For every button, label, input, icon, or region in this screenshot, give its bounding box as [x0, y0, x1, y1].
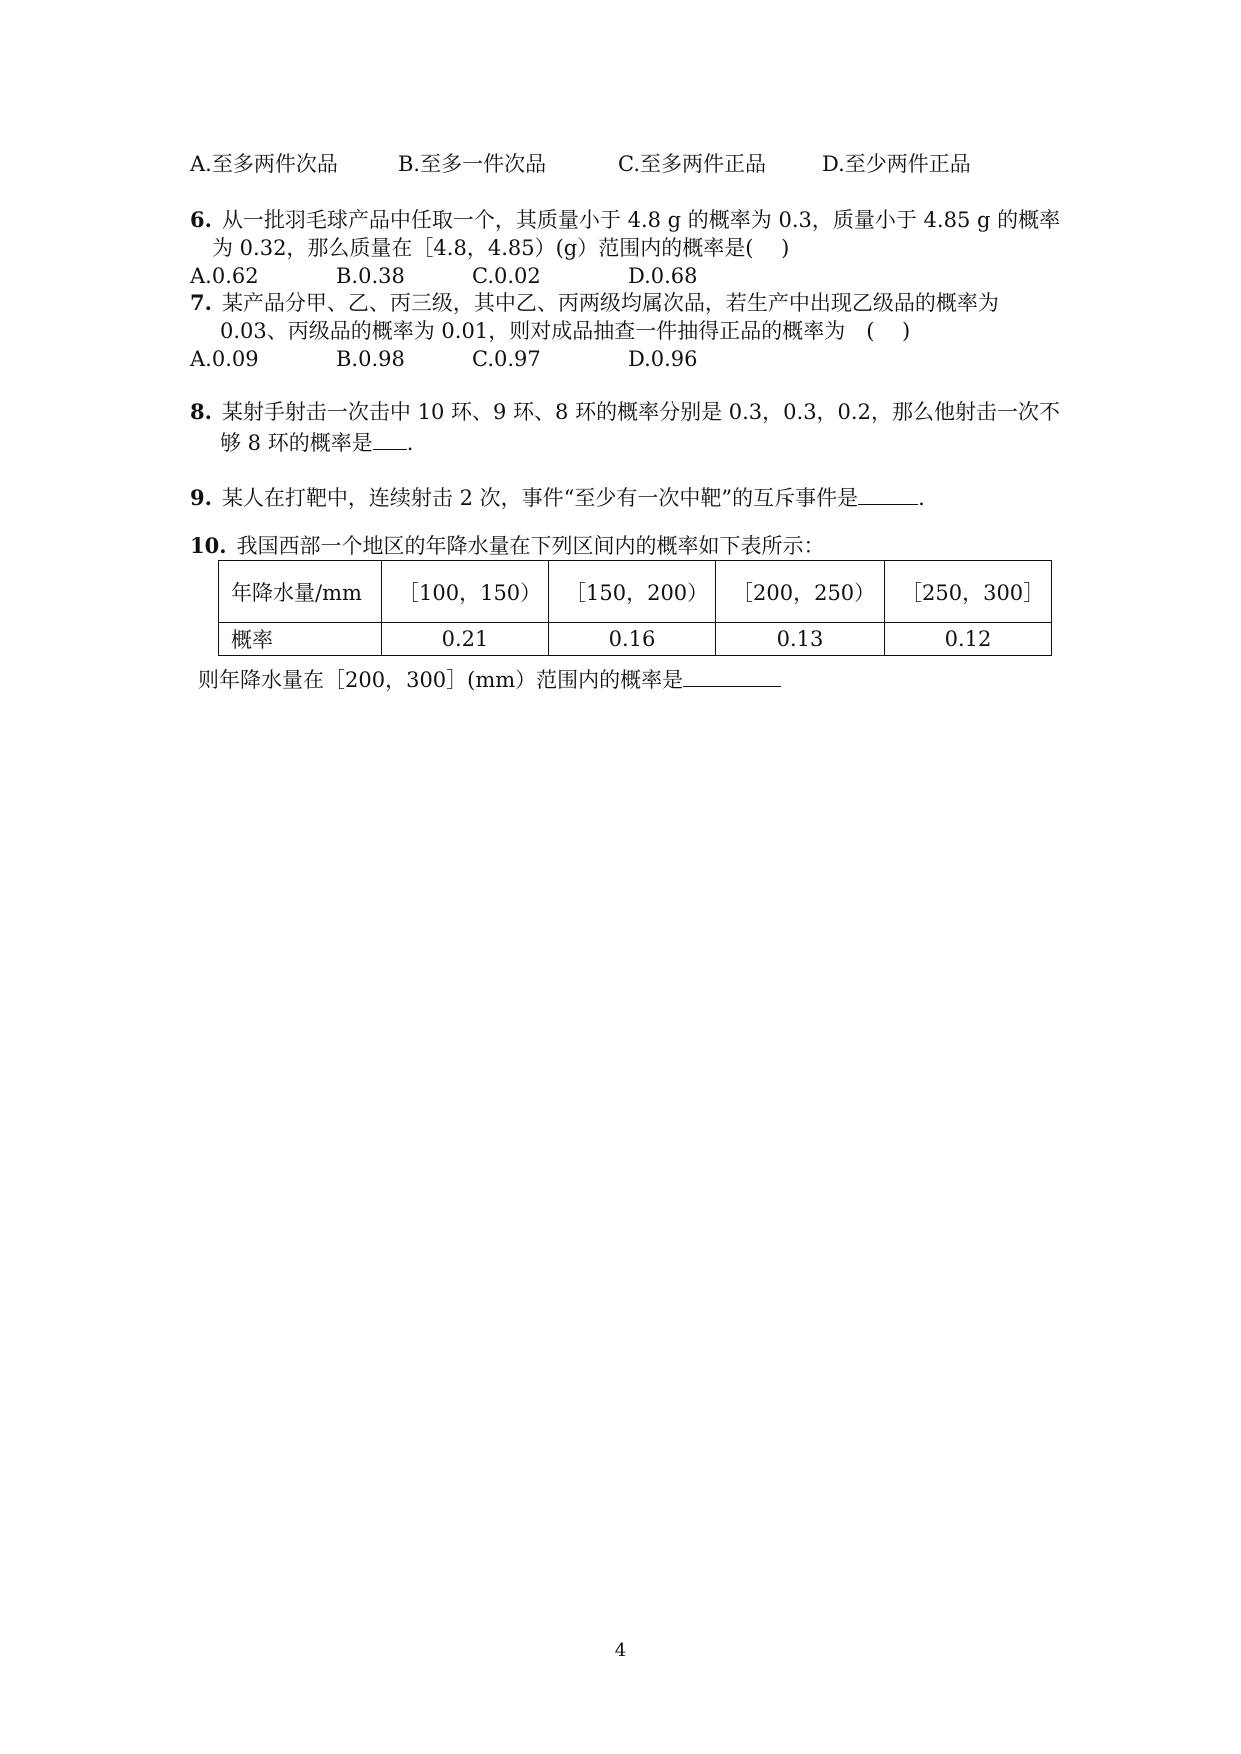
table-header-row	[219, 561, 1052, 623]
q8-text-1: 某射手射击一次击中 10 环、9 环、8 环的概率分别是 0.3，0.3，0.2，那么他射击一次不	[221, 400, 1060, 424]
q8-answer-blank[interactable]	[373, 427, 407, 450]
q6-line-2: 为 0.32，那么质量在［4.8，4.85）(g）范围内的概率是( )	[212, 236, 790, 260]
table-value-cell: 0.13	[716, 623, 885, 656]
q6-option-b: B.0.38	[336, 264, 405, 288]
table-value-cell: 0.12	[885, 623, 1052, 656]
q9-text: 某人在打靶中，连续射击 2 次，事件“至少有一次中靶”的互斥事件是	[221, 486, 859, 510]
q8-line-2	[220, 427, 413, 457]
page-number: 4	[614, 1640, 627, 1661]
table-range-cell: ［250，300］	[885, 561, 1052, 623]
q10-question-line	[198, 664, 781, 694]
q5-option-d: D.至少两件正品	[822, 152, 971, 176]
q9-period: .	[918, 486, 925, 510]
table-header-label: 年降水量/mm	[219, 561, 382, 623]
q7-line-1	[190, 289, 999, 317]
q7-option-c: C.0.97	[472, 347, 541, 371]
q7-option-a: A.0.09	[190, 347, 259, 371]
q8-number: 8.	[190, 399, 212, 424]
q6-number: 6.	[190, 207, 212, 232]
q10-number: 10.	[190, 533, 227, 558]
table-value-cell: 0.21	[382, 623, 549, 656]
q10-intro: 我国西部一个地区的年降水量在下列区间内的概率如下表所示：	[236, 534, 825, 558]
q10-question: 则年降水量在［200，300］(mm）范围内的概率是	[198, 668, 684, 692]
q6-option-d: D.0.68	[628, 264, 698, 288]
q9-number: 9.	[190, 485, 212, 510]
q5-options	[190, 150, 1090, 178]
q6-option-c: C.0.02	[472, 264, 541, 288]
q6-option-a: A.0.62	[190, 264, 259, 288]
q7-option-b: B.0.98	[336, 347, 405, 371]
table-range-cell: ［100，150）	[382, 561, 549, 623]
q10-answer-blank[interactable]	[683, 664, 781, 687]
q10-intro-line	[190, 532, 825, 560]
q8-line-1	[190, 398, 1060, 426]
q5-option-a: A.至多两件次品	[190, 152, 338, 176]
q6-options	[190, 262, 1090, 290]
rainfall-table	[218, 560, 1052, 656]
table-range-cell: ［150，200）	[549, 561, 716, 623]
q9-answer-blank[interactable]	[858, 482, 918, 505]
q7-options	[190, 345, 1090, 373]
q7-line-2: 0.03、丙级品的概率为 0.01，则对成品抽查一件抽得正品的概率为 ( )	[220, 319, 911, 343]
q9-line	[190, 482, 925, 512]
q5-option-b: B.至多一件次品	[398, 152, 547, 176]
q7-number: 7.	[190, 290, 212, 315]
table-row-label: 概率	[219, 623, 382, 656]
table-value-cell: 0.16	[549, 623, 716, 656]
q7-text-1: 某产品分甲、乙、丙三级，其中乙、丙两级均属次品，若生产中出现乙级品的概率为	[221, 291, 999, 315]
table-range-cell: ［200，250）	[716, 561, 885, 623]
table-value-row	[219, 623, 1052, 656]
q7-option-d: D.0.96	[628, 347, 698, 371]
q8-text-2: 够 8 环的概率是	[220, 431, 373, 455]
q8-period: .	[406, 431, 414, 455]
q5-option-c: C.至多两件正品	[618, 152, 766, 176]
q6-line-1	[190, 206, 1060, 234]
q6-text-1: 从一批羽毛球产品中任取一个，其质量小于 4.8 g 的概率为 0.3，质量小于 4.85 g 的概率	[221, 208, 1061, 232]
